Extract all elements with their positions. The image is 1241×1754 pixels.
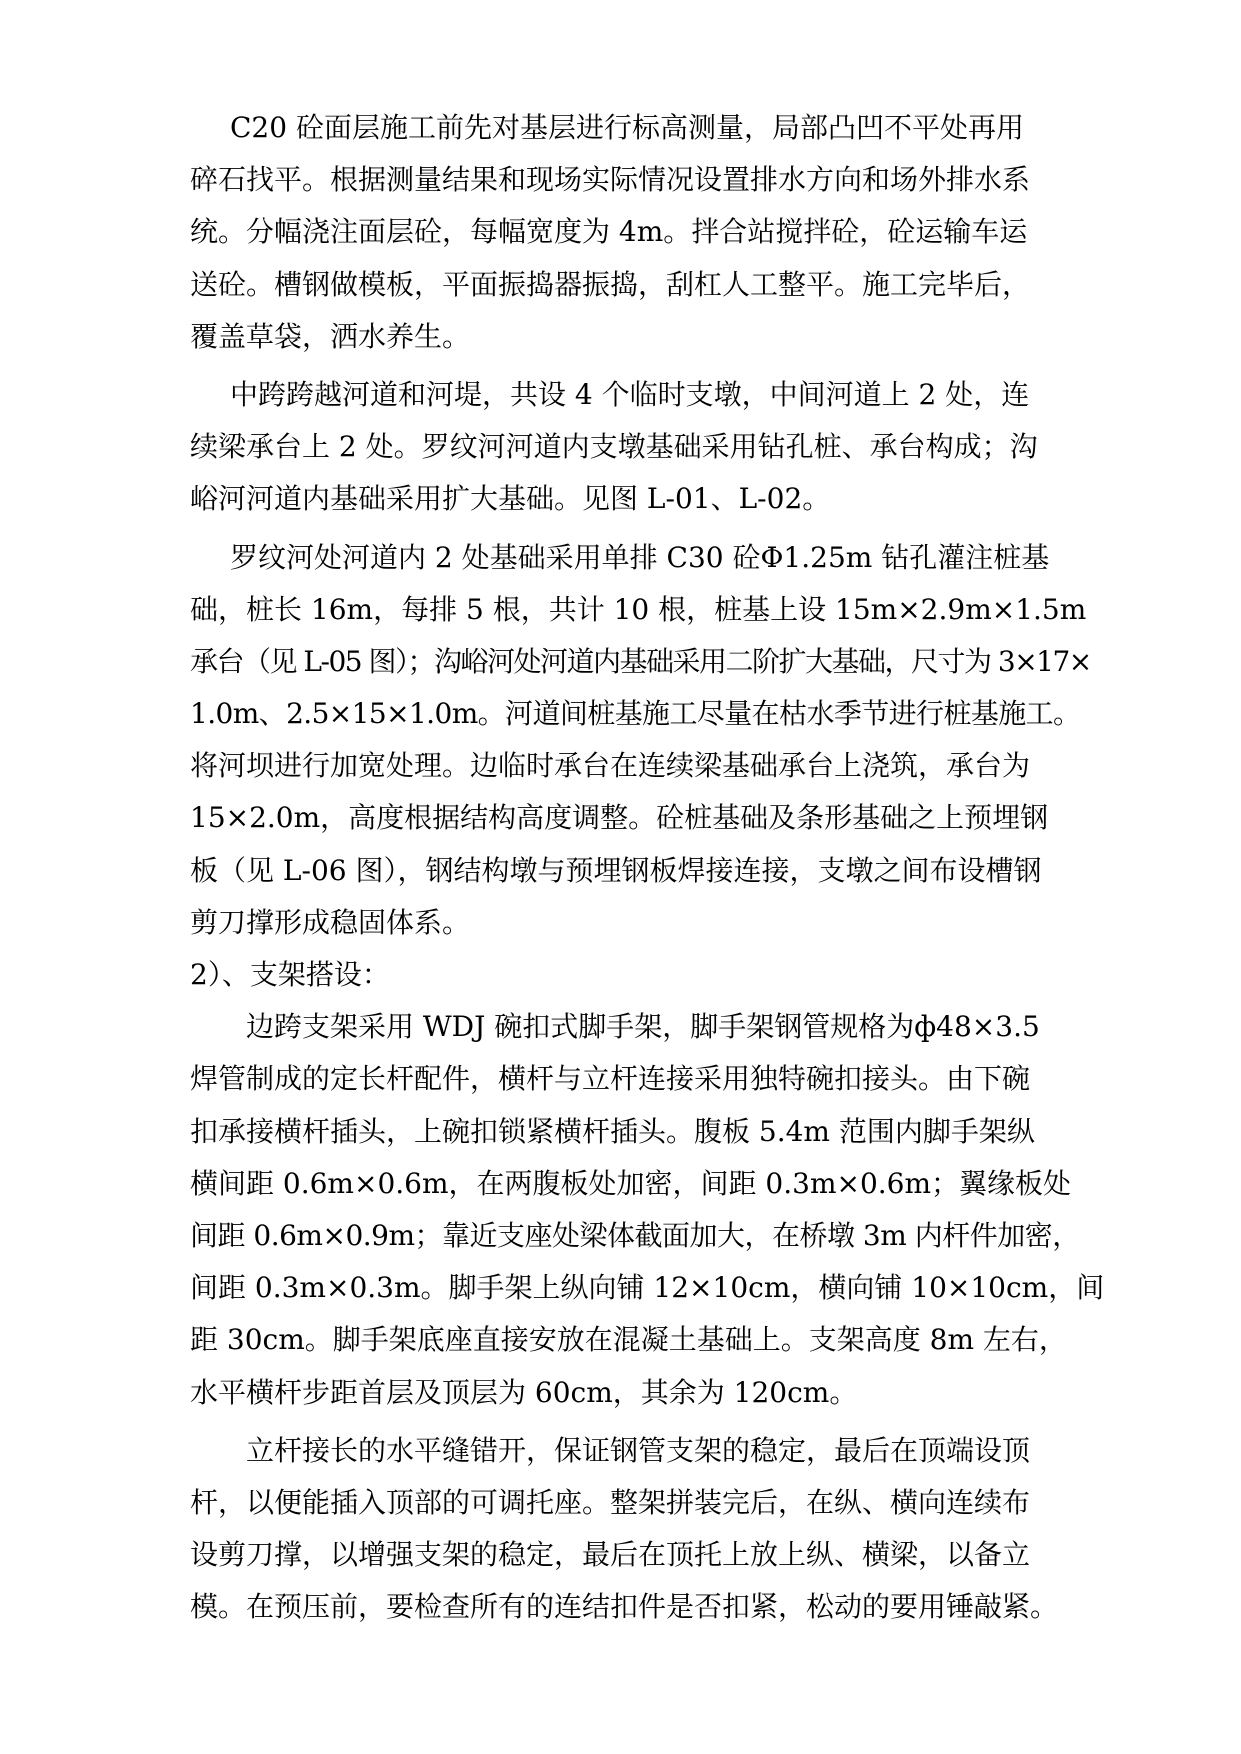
section-heading-scaffold [190,949,1055,1001]
text-line: 承台（见 L-05 图）；沟峪河处河道内基础采用二阶扩大基础，尺寸为 3×17× [190,644,1091,678]
text-line: 罗纹河处河道内 2 处基础采用单排 C30 砼Φ1.25m 钻孔灌注桩基 [230,540,1050,574]
text-line: 剪刀撑形成稳固体系。 [190,905,471,939]
text-line: 覆盖草袋，洒水养生。 [190,319,471,353]
text-line: 距 30cm。脚手架底座直接安放在混凝土基础上。支架高度 8m 左右， [190,1323,1067,1357]
text-line: 碎石找平。根据测量结果和现场实际情况设置排水方向和场外排水系 [190,163,1031,197]
text-line: 峪河河道内基础采用扩大基础。见图 L-01、L-02。 [190,482,831,516]
text-line: 焊管制成的定长杆配件，横杆与立杆连接采用独特碗扣接头。由下碗 [190,1062,1031,1096]
paragraph-pile-foundation [190,532,1091,950]
text-line: 送砼。槽钢做模板，平面振捣器振捣，刮杠人工整平。施工完毕后， [190,267,1031,301]
section-heading: 2）、支架搭设： [190,958,390,991]
text-line: 统。分幅浇注面层砼，每幅宽度为 4m。拌合站搅拌砼，砼运输车运 [190,215,1028,249]
text-line: 水平横杆步距首层及顶层为 60cm，其余为 120cm。 [190,1375,858,1409]
paragraph-concrete-surface [190,102,1055,363]
paragraph-upright-extension [190,1425,1059,1634]
text-line: 扣承接横杆插头，上碗扣锁紧横杆插头。腹板 5.4m 范围内脚手架纵 [190,1114,1035,1148]
text-line: 横间距 0.6m×0.6m，在两腹板处加密，间距 0.3m×0.6m；翼缘板处 [190,1166,1072,1200]
text-line: 续梁承台上 2 处。罗纹河河道内支墩基础采用钻孔桩、承台构成；沟 [190,430,1038,464]
text-line: 间距 0.3m×0.3m。脚手架上纵向铺 12×10cm，横向铺 10×10cm，间 [190,1271,1105,1305]
text-line: 间距 0.6m×0.9m；靠近支座处梁体截面加大，在桥墩 3m 内杆件加密， [190,1218,1080,1252]
text-line: 模。在预压前，要检查所有的连结扣件是否扣紧，松动的要用锤敲紧。 [190,1590,1059,1624]
text-line: C20 砼面层施工前先对基层进行标高测量，局部凸凹不平处再用 [230,111,1024,144]
text-line: 杆，以便能插入顶部的可调托座。整架拼装完后，在纵、横向连续布 [190,1485,1031,1519]
text-line: 将河坝进行加宽处理。边临时承台在连续梁基础承台上浇筑，承台为 [190,749,1031,783]
document-page [190,102,1105,1633]
text-line: 设剪刀撑，以增强支架的稳定，最后在顶托上放上纵、横梁，以备立 [190,1538,1031,1572]
text-line: 础，桩长 16m，每排 5 根，共计 10 根，桩基上设 15m×2.9m×1.5m [190,592,1087,626]
text-line: 15×2.0m，高度根据结构高度调整。砼桩基础及条形基础之上预埋钢 [190,801,1049,835]
paragraph-side-span-scaffold [190,1001,1105,1419]
text-line: 中跨跨越河道和河堤，共设 4 个临时支墩，中间河道上 2 处，连 [230,377,1030,411]
paragraph-mid-span-piers [190,369,1055,526]
text-line: 1.0m、2.5×15×1.0m。河道间桩基施工尽量在枯水季节进行桩基施工。 [190,697,1081,731]
text-line: 立杆接长的水平缝错开，保证钢管支架的稳定，最后在顶端设顶 [246,1433,1031,1467]
text-line: 边跨支架采用 WDJ 碗扣式脚手架，脚手架钢管规格为ф48×3.5 [246,1010,1040,1044]
text-line: 板（见 L-06 图），钢结构墩与预埋钢板焊接连接，支墩之间布设槽钢 [190,853,1042,887]
